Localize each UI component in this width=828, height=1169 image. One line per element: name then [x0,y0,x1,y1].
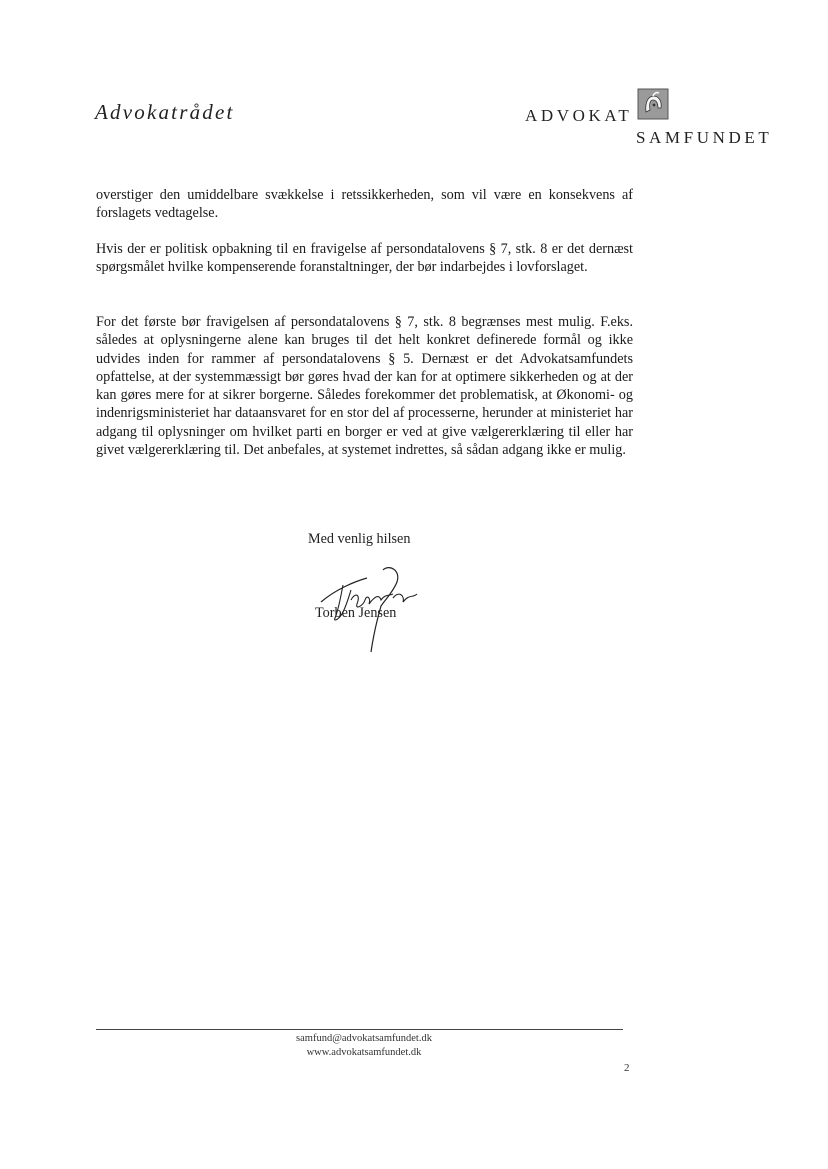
page-number: 2 [624,1062,630,1074]
handwritten-signature [305,560,445,655]
helmet-emblem-icon [637,88,669,120]
footer-website[interactable]: www.advokatsamfundet.dk [306,1047,422,1058]
signer-name: Torben Jensen [315,605,397,621]
paragraph-text: overstiger den umiddelbare svækkelse i retssikkerheden, som vil være en konsekvens af forslagets vedtagelse. [96,187,633,222]
signature-block [305,560,445,655]
paragraph-text: Hvis der er politisk opbakning til en fravigelse af persondatalovens § 7, stk. 8 er det dernæst spørgsmålet hvilke kompenserende foranstaltninger, der bør indarbejdes i lovforslaget. [96,241,633,276]
org-name: Advokatrådet [95,100,235,124]
logo-line-1: ADVOKAT [525,106,633,125]
advokatsamfundet-logo [525,86,785,146]
logo-line-2: SAMFUNDET [636,128,773,147]
footer-divider [96,1029,623,1030]
body-paragraph-1 [96,186,633,223]
footer-email[interactable]: samfund@advokatsamfundet.dk [296,1033,432,1044]
body-paragraph-3 [96,313,633,459]
closing-greeting: Med venlig hilsen [308,531,411,547]
body-paragraph-2 [96,240,633,277]
paragraph-text: For det første bør fravigelsen af persondatalovens § 7, stk. 8 begrænses mest mulig. F.eks. således at oplysningerne alene kan bruges til det helt konkret definerede formål og ikke udvides inden for rammer af persondatalovens § 5. Dernæst er det Advokatsamfundets opfattelse, at der systemmæssigt bør gøres hvad der kan for at optimere sikkerheden og at der kan gøres mere for at sikrer borgerne. Således forekommer det problematisk, at Økonomi- og indenrigsministeriet har dataansvaret for en stor del af processerne, herunder at ministeriet har adgang til oplysninger om hvilket parti en borger er ved at give vælgererklæring til eller har givet vælgererklæring til. Det anbefales, at systemet indrettes, så sådan adgang ikke er mulig. [96,314,633,459]
